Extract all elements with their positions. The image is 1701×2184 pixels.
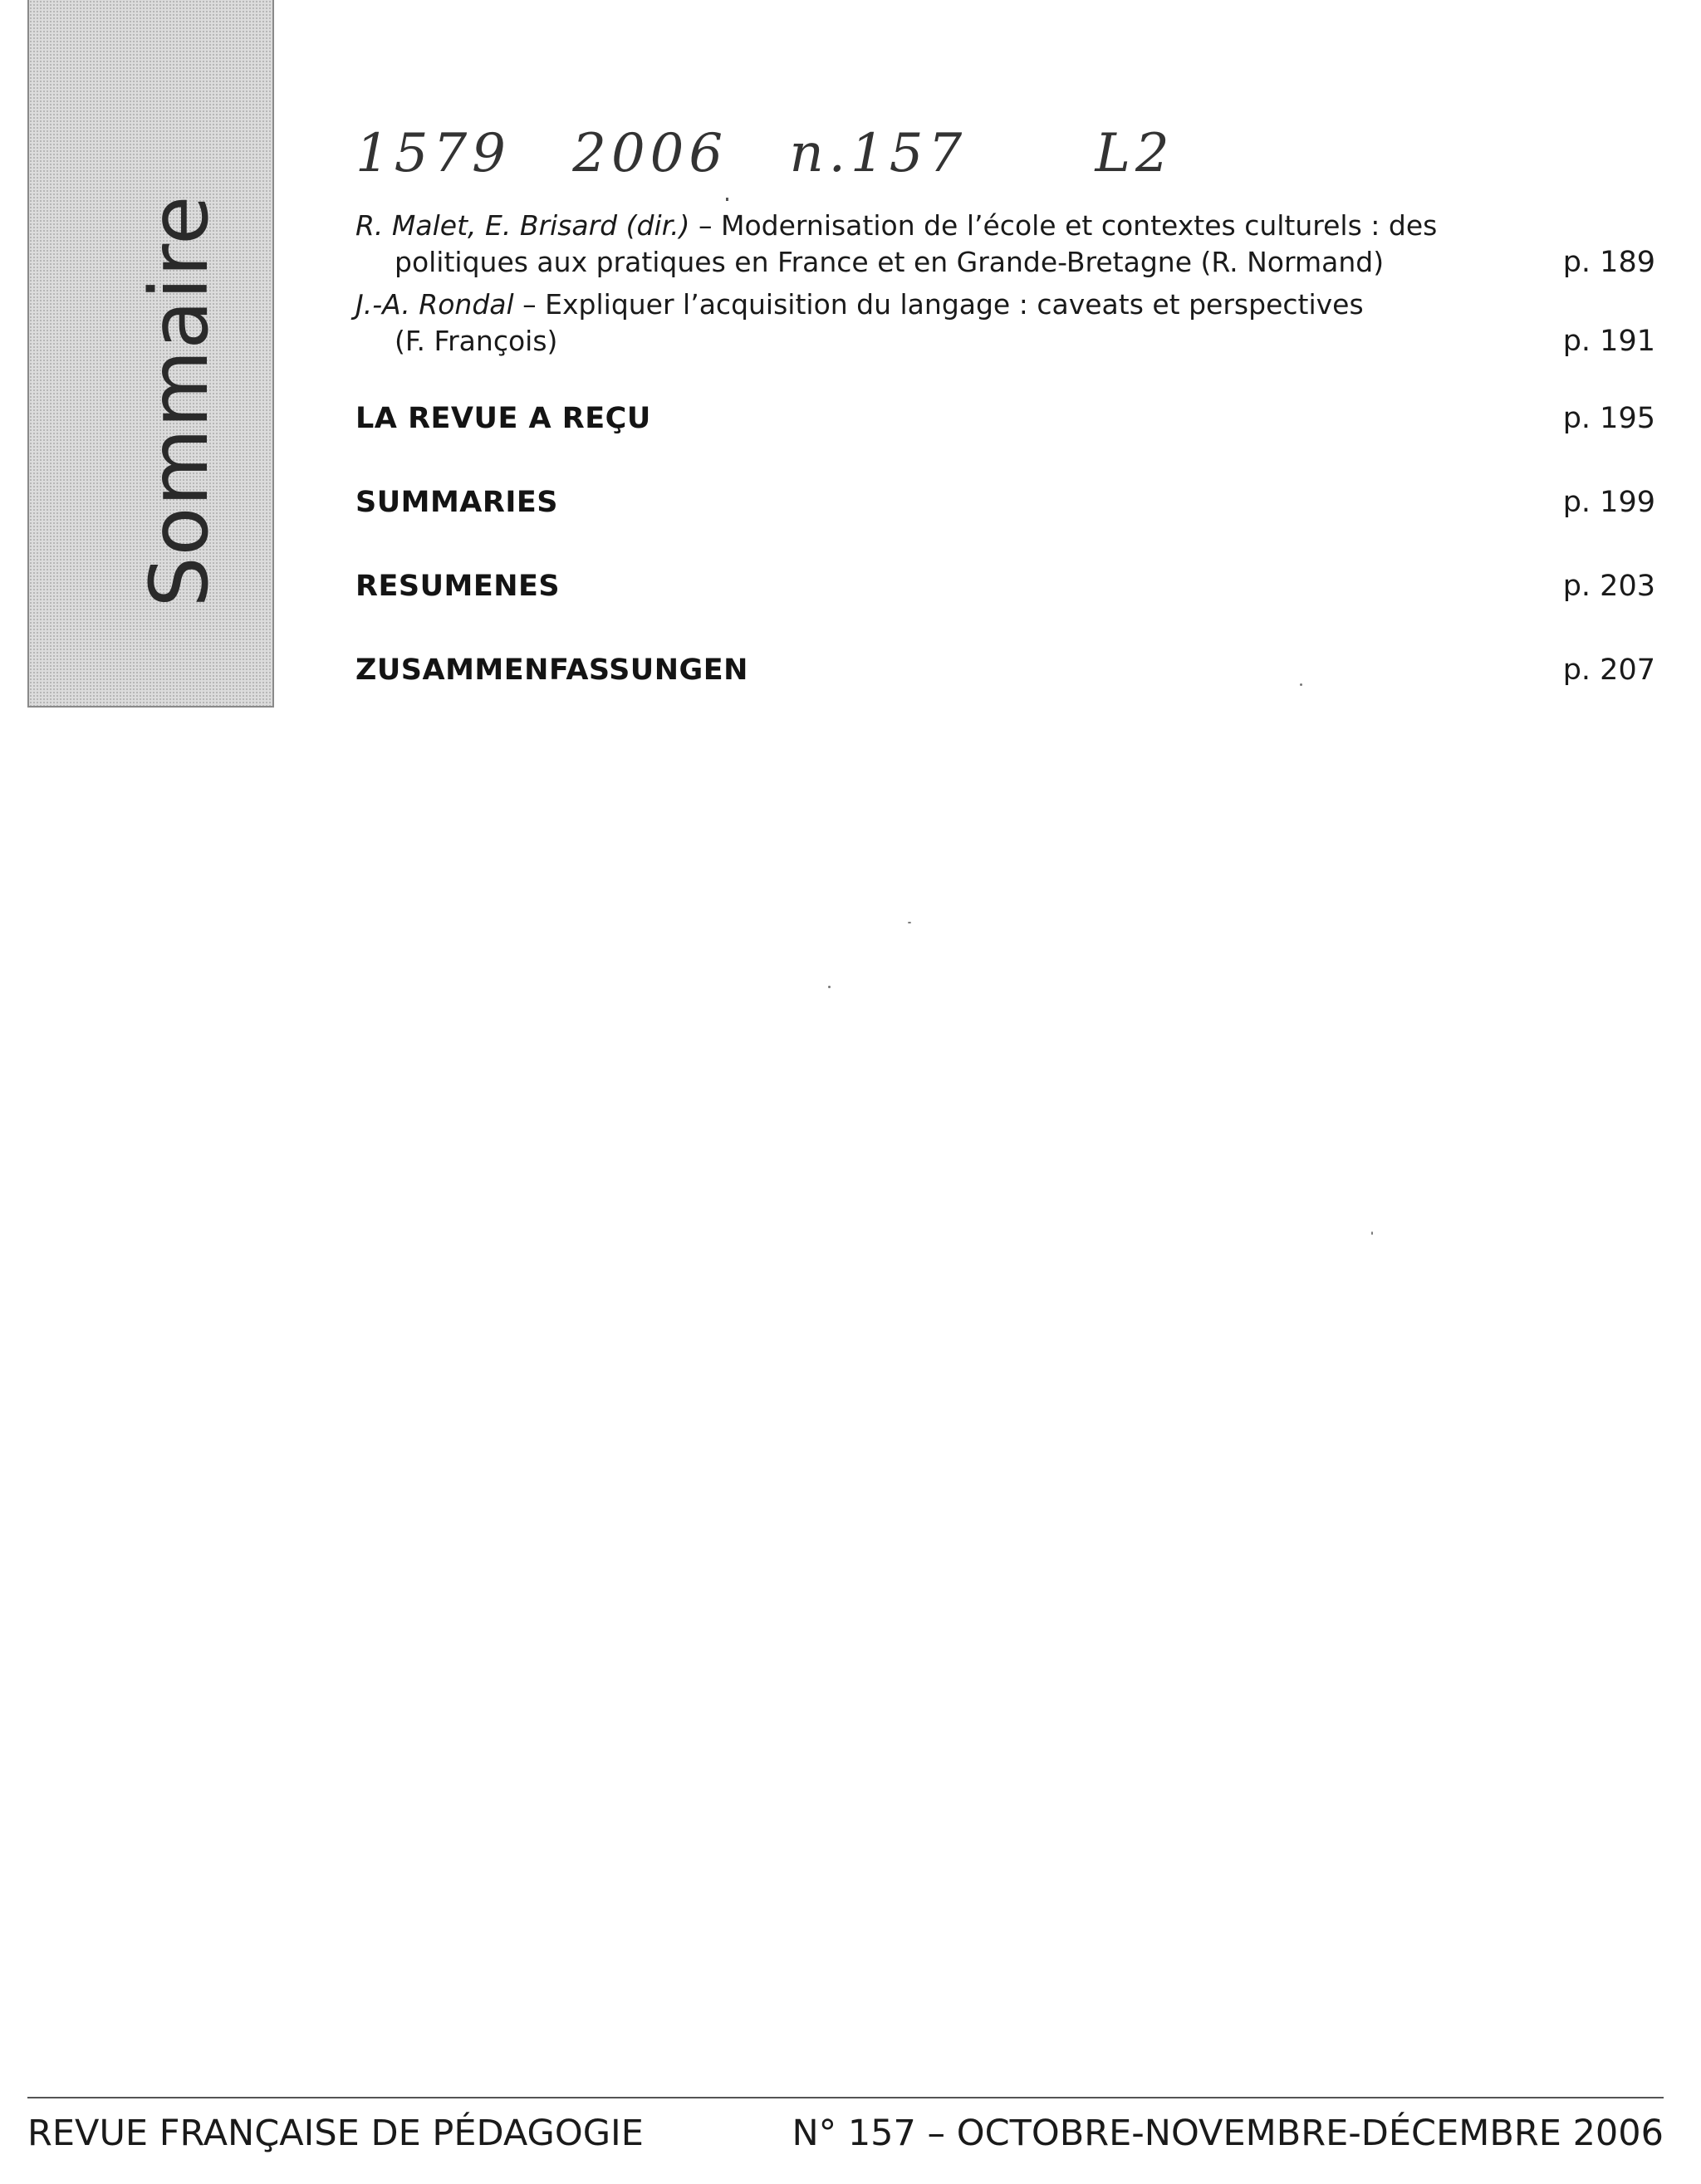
- section-page: p. 207: [1562, 654, 1655, 687]
- section-page: p. 199: [1562, 486, 1655, 519]
- review-page: p. 189: [1562, 246, 1655, 279]
- toc-section: [355, 654, 1655, 695]
- review-title-line1: Expliquer l’acquisition du langage : caveats et perspectives: [545, 288, 1364, 321]
- review-author: R. Malet, E. Brisard (dir.): [355, 209, 690, 242]
- scan-speck: [828, 986, 831, 988]
- footer-journal: REVUE FRANÇAISE DE PÉDAGOGIE: [27, 2113, 644, 2154]
- sidebar-title: Sommaire: [133, 194, 226, 608]
- section-label: ZUSAMMENFASSUNGEN: [355, 654, 748, 687]
- section-label: SUMMARIES: [355, 486, 558, 519]
- handwritten-issue: n.157: [789, 123, 968, 184]
- toc-section: [355, 402, 1655, 443]
- handwritten-year: 2006: [572, 123, 728, 184]
- review-entry: [355, 208, 1655, 281]
- section-label: RESUMENES: [355, 570, 561, 603]
- review-author: J.-A. Rondal: [355, 288, 514, 321]
- page-footer: [27, 2113, 1664, 2162]
- review-separator: –: [513, 288, 546, 321]
- section-page: p. 195: [1562, 402, 1655, 435]
- review-title-line2: politiques aux pratiques en France et en Grande-Bretagne (R. Normand): [395, 246, 1385, 278]
- handwritten-code: L2: [1095, 123, 1174, 184]
- review-page: p. 191: [1562, 325, 1655, 358]
- section-page: p. 203: [1562, 570, 1655, 603]
- toc-section: [355, 486, 1655, 527]
- review-title-line2: (F. François): [395, 325, 558, 357]
- review-title-line1: Modernisation de l’école et contextes culturels : des: [721, 209, 1438, 242]
- scan-speck: [1300, 683, 1302, 686]
- handwritten-number: 1579: [355, 123, 511, 184]
- review-text: [355, 208, 1489, 281]
- sommaire-sidebar: [27, 0, 274, 708]
- review-entry: [355, 286, 1655, 360]
- review-text: [355, 286, 1489, 360]
- review-separator: –: [689, 209, 721, 242]
- section-label: LA REVUE A REÇU: [355, 402, 651, 435]
- scan-speck: [1371, 1232, 1373, 1235]
- handwritten-note: [355, 123, 1214, 184]
- pen-mark: [726, 198, 728, 201]
- scan-speck: [908, 922, 911, 923]
- footer-issue: N° 157 – OCTOBRE-NOVEMBRE-DÉCEMBRE 2006: [792, 2113, 1664, 2154]
- toc-section: [355, 570, 1655, 611]
- footer-rule: [27, 2097, 1664, 2098]
